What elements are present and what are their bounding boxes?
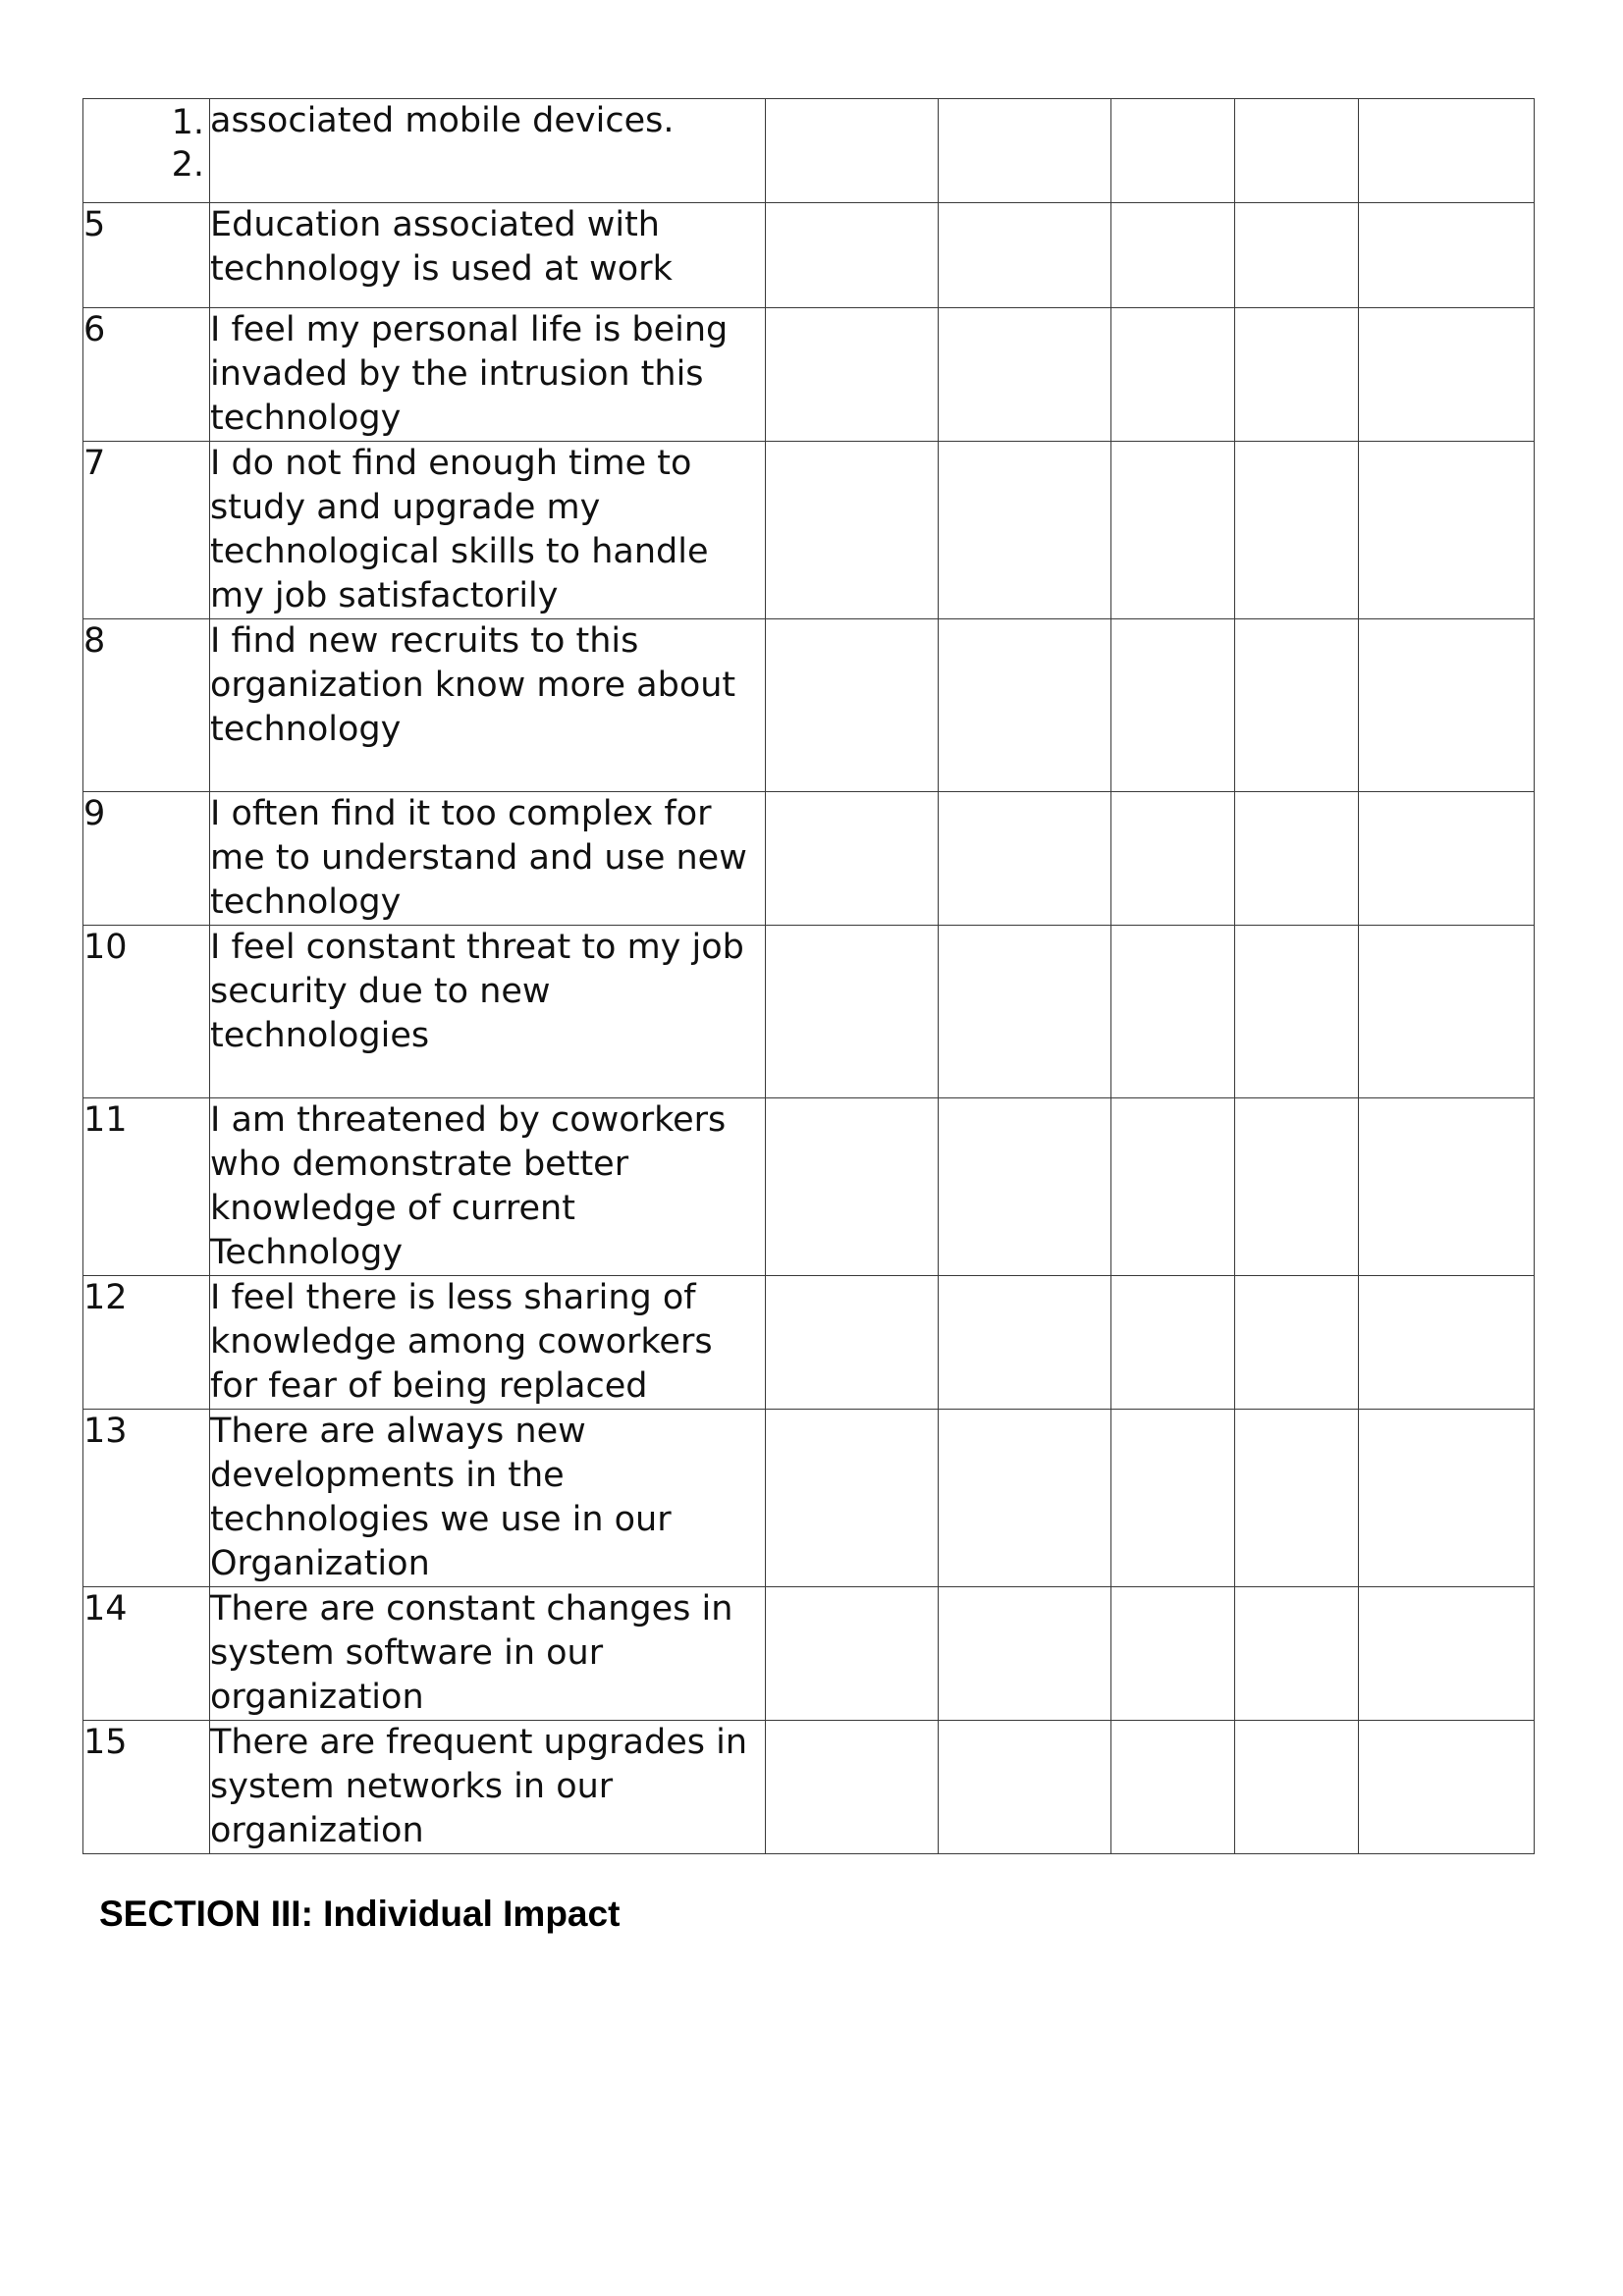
response-cell[interactable] bbox=[1111, 926, 1235, 1098]
response-cell[interactable] bbox=[766, 619, 939, 792]
response-cell[interactable] bbox=[939, 1587, 1111, 1721]
response-cell[interactable] bbox=[939, 792, 1111, 926]
table-row bbox=[83, 442, 1535, 619]
response-cell[interactable] bbox=[1235, 1721, 1359, 1854]
response-cell[interactable] bbox=[1111, 1276, 1235, 1410]
response-cell[interactable] bbox=[1235, 203, 1359, 308]
response-cell[interactable] bbox=[939, 442, 1111, 619]
item-number: 15 bbox=[83, 1721, 210, 1854]
response-cell[interactable] bbox=[766, 1410, 939, 1587]
item-statement: There are always new developments in the technologies we use in our Organization bbox=[210, 1410, 766, 1587]
response-cell[interactable] bbox=[1235, 1587, 1359, 1721]
response-cell[interactable] bbox=[1111, 792, 1235, 926]
response-cell[interactable] bbox=[939, 1721, 1111, 1854]
response-cell[interactable] bbox=[939, 99, 1111, 203]
response-cell[interactable] bbox=[939, 926, 1111, 1098]
response-cell[interactable] bbox=[1235, 926, 1359, 1098]
response-cell[interactable] bbox=[1111, 203, 1235, 308]
response-cell[interactable] bbox=[1359, 926, 1535, 1098]
item-statement: I feel constant threat to my job security due to new technologies bbox=[210, 926, 766, 1098]
item-number: 6 bbox=[83, 308, 210, 442]
response-cell[interactable] bbox=[1235, 1276, 1359, 1410]
response-cell[interactable] bbox=[1235, 619, 1359, 792]
response-cell[interactable] bbox=[1359, 308, 1535, 442]
response-cell[interactable] bbox=[766, 308, 939, 442]
item-statement: associated mobile devices. bbox=[210, 99, 766, 203]
item-number: 14 bbox=[83, 1587, 210, 1721]
response-cell[interactable] bbox=[766, 926, 939, 1098]
table-row bbox=[83, 1276, 1535, 1410]
item-statement: I find new recruits to this organization know more about technology bbox=[210, 619, 766, 792]
response-cell[interactable] bbox=[1111, 99, 1235, 203]
response-cell[interactable] bbox=[1359, 619, 1535, 792]
table-row bbox=[83, 926, 1535, 1098]
response-cell[interactable] bbox=[1359, 203, 1535, 308]
item-statement: I often find it too complex for me to understand and use new technology bbox=[210, 792, 766, 926]
response-cell[interactable] bbox=[1359, 442, 1535, 619]
response-cell[interactable] bbox=[1235, 442, 1359, 619]
response-cell[interactable] bbox=[939, 203, 1111, 308]
response-cell[interactable] bbox=[939, 619, 1111, 792]
response-cell[interactable] bbox=[1111, 308, 1235, 442]
response-cell[interactable] bbox=[1111, 1587, 1235, 1721]
item-number: 7 bbox=[83, 442, 210, 619]
response-cell[interactable] bbox=[1111, 1410, 1235, 1587]
table-row bbox=[83, 99, 1535, 203]
response-cell[interactable] bbox=[1359, 99, 1535, 203]
response-cell[interactable] bbox=[939, 308, 1111, 442]
response-cell[interactable] bbox=[1359, 1098, 1535, 1276]
response-cell[interactable] bbox=[1111, 619, 1235, 792]
response-cell[interactable] bbox=[766, 99, 939, 203]
response-cell[interactable] bbox=[1111, 1098, 1235, 1276]
item-statement: I do not find enough time to study and upgrade my technological skills to handle my job satisfactorily bbox=[210, 442, 766, 619]
response-cell[interactable] bbox=[939, 1276, 1111, 1410]
response-cell[interactable] bbox=[766, 442, 939, 619]
table-row bbox=[83, 792, 1535, 926]
survey-table bbox=[82, 98, 1535, 1854]
item-number: 1. 2. bbox=[83, 99, 210, 203]
response-cell[interactable] bbox=[1359, 792, 1535, 926]
response-cell[interactable] bbox=[939, 1410, 1111, 1587]
response-cell[interactable] bbox=[1235, 1410, 1359, 1587]
response-cell[interactable] bbox=[1111, 442, 1235, 619]
item-statement: I am threatened by coworkers who demonstrate better knowledge of current Technology bbox=[210, 1098, 766, 1276]
response-cell[interactable] bbox=[1359, 1276, 1535, 1410]
response-cell[interactable] bbox=[766, 1098, 939, 1276]
table-row bbox=[83, 308, 1535, 442]
section-heading: SECTION III: Individual Impact bbox=[99, 1894, 621, 1934]
item-number: 13 bbox=[83, 1410, 210, 1587]
item-number: 9 bbox=[83, 792, 210, 926]
response-cell[interactable] bbox=[766, 1721, 939, 1854]
response-cell[interactable] bbox=[1235, 308, 1359, 442]
item-statement: I feel my personal life is being invaded by the intrusion this technology bbox=[210, 308, 766, 442]
table-row bbox=[83, 1721, 1535, 1854]
response-cell[interactable] bbox=[1235, 99, 1359, 203]
item-statement: There are constant changes in system software in our organization bbox=[210, 1587, 766, 1721]
table-row bbox=[83, 203, 1535, 308]
item-number: 12 bbox=[83, 1276, 210, 1410]
item-number: 5 bbox=[83, 203, 210, 308]
response-cell[interactable] bbox=[766, 203, 939, 308]
table-row bbox=[83, 1587, 1535, 1721]
response-cell[interactable] bbox=[939, 1098, 1111, 1276]
response-cell[interactable] bbox=[1235, 1098, 1359, 1276]
item-statement: There are frequent upgrades in system networks in our organization bbox=[210, 1721, 766, 1854]
response-cell[interactable] bbox=[1359, 1587, 1535, 1721]
response-cell[interactable] bbox=[1235, 792, 1359, 926]
response-cell[interactable] bbox=[766, 792, 939, 926]
response-cell[interactable] bbox=[766, 1276, 939, 1410]
item-number: 8 bbox=[83, 619, 210, 792]
table-row bbox=[83, 619, 1535, 792]
response-cell[interactable] bbox=[1359, 1410, 1535, 1587]
item-statement: I feel there is less sharing of knowledge among coworkers for fear of being replaced bbox=[210, 1276, 766, 1410]
item-statement: Education associated with technology is used at work bbox=[210, 203, 766, 308]
response-cell[interactable] bbox=[766, 1587, 939, 1721]
item-number: 11 bbox=[83, 1098, 210, 1276]
item-number: 10 bbox=[83, 926, 210, 1098]
table-row bbox=[83, 1098, 1535, 1276]
response-cell[interactable] bbox=[1111, 1721, 1235, 1854]
table-row bbox=[83, 1410, 1535, 1587]
response-cell[interactable] bbox=[1359, 1721, 1535, 1854]
